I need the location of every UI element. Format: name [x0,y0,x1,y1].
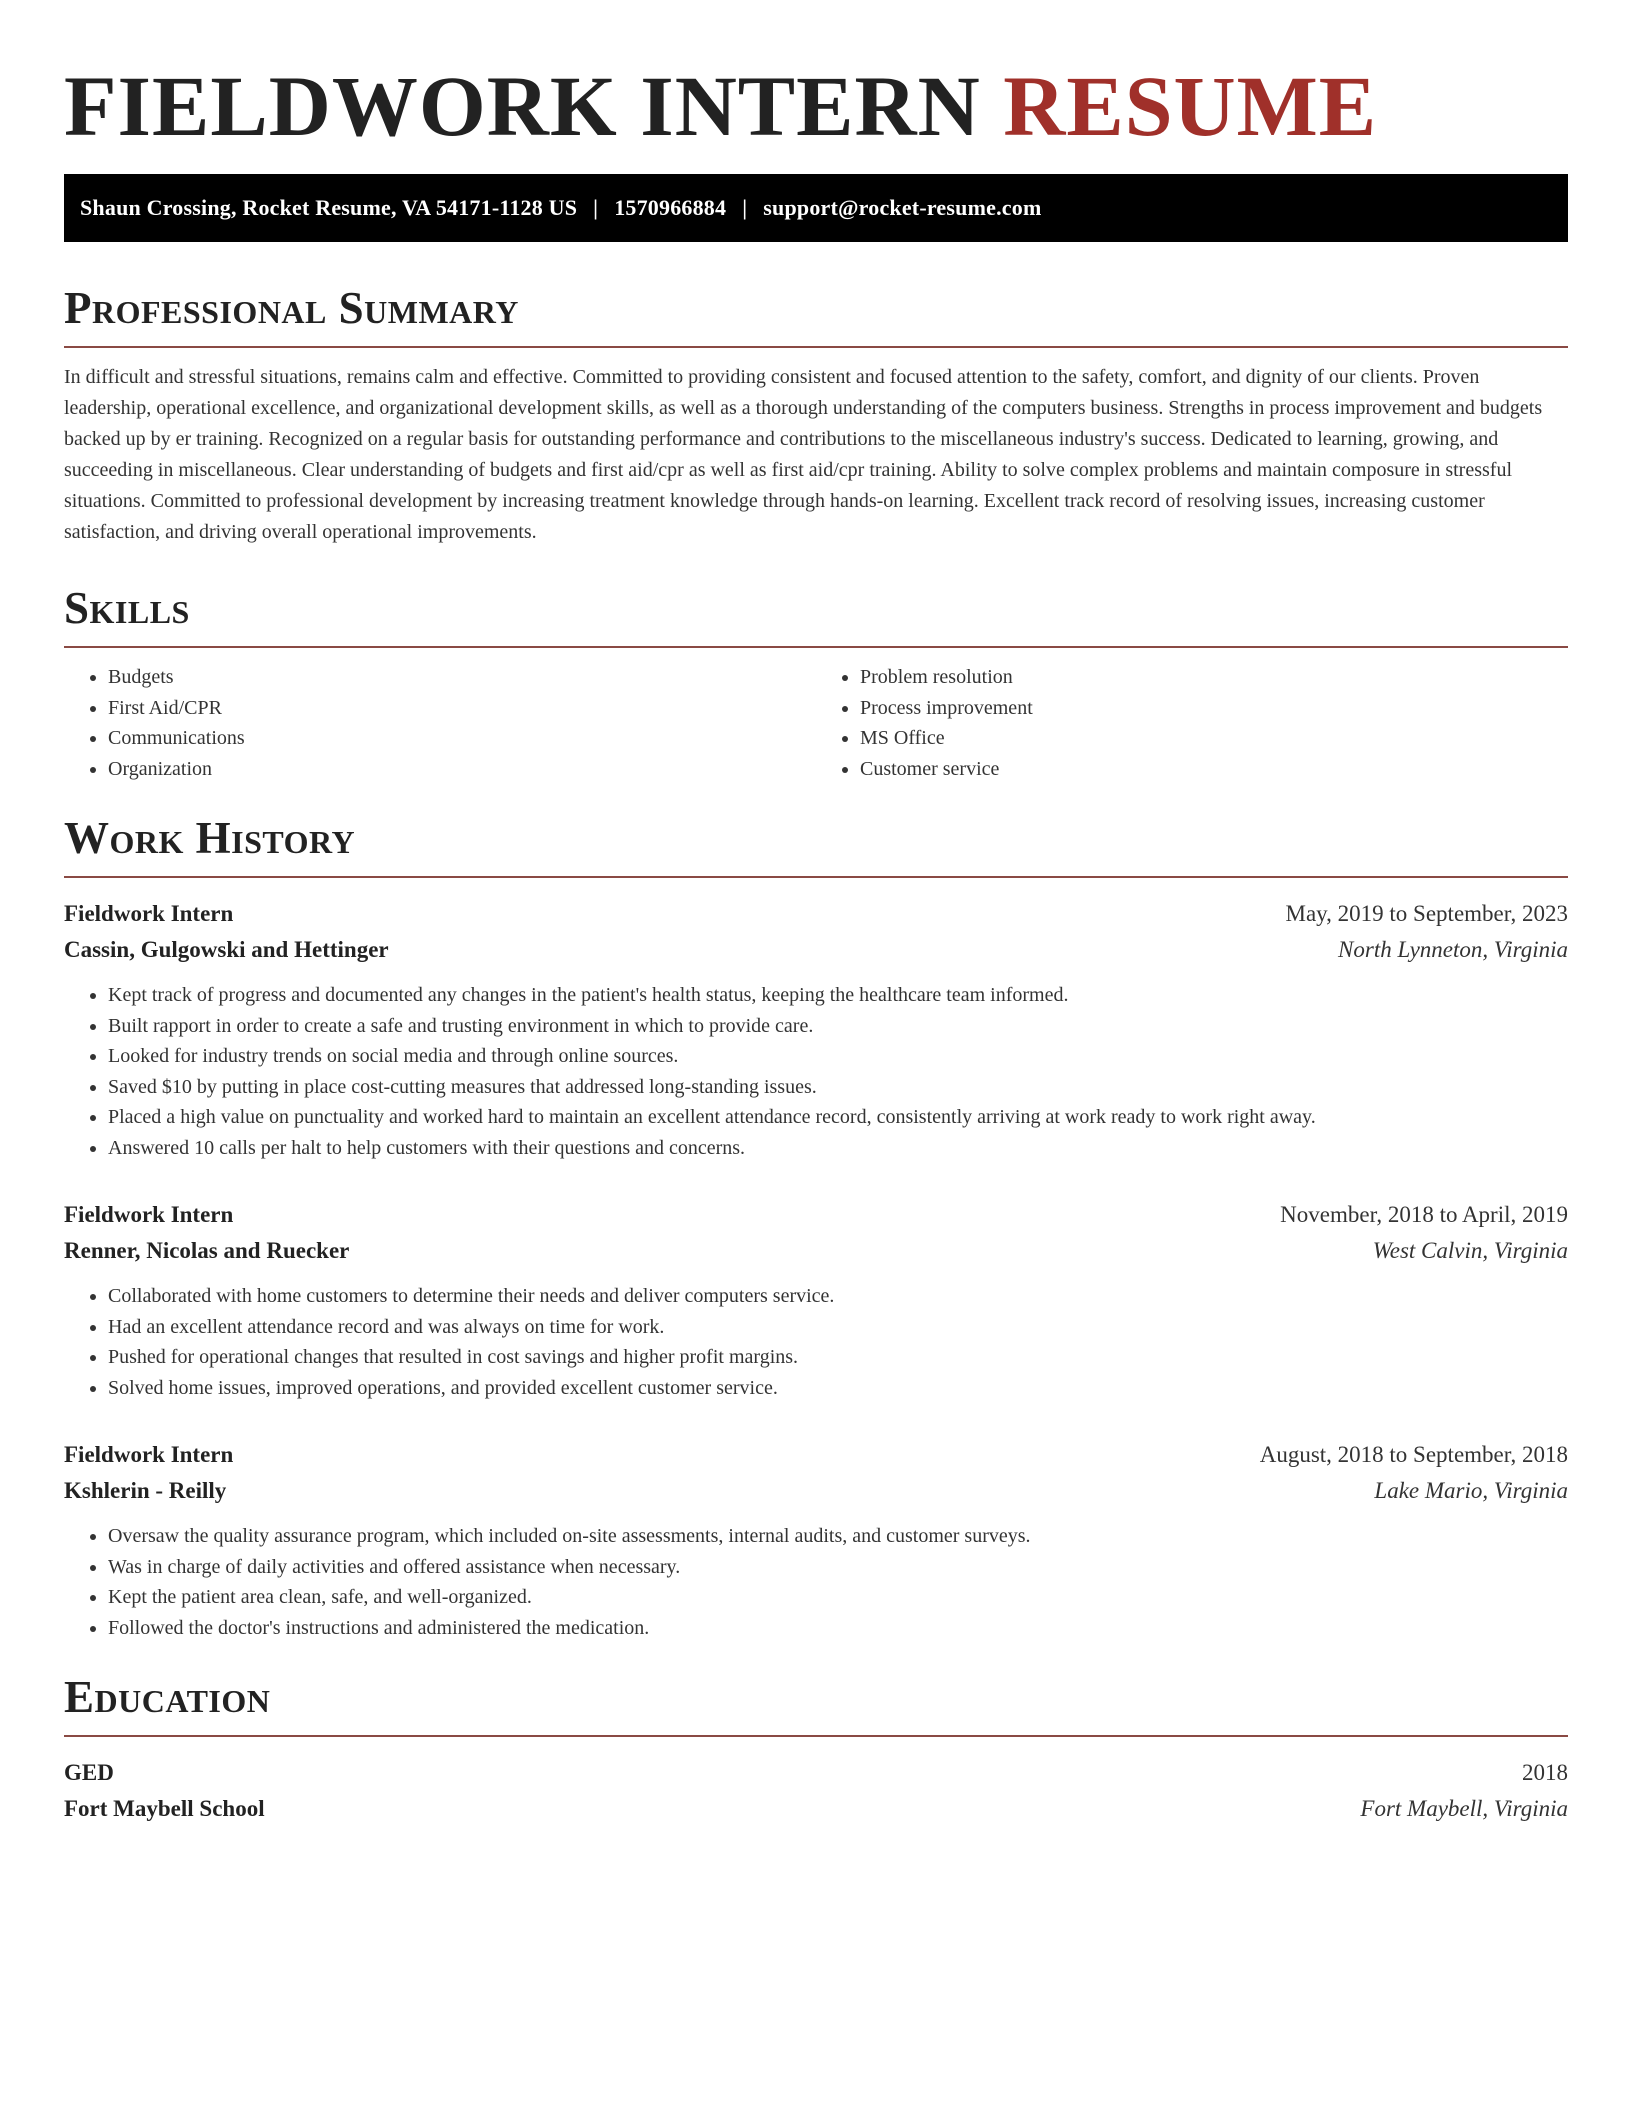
skills-list-right [816,662,1568,784]
job-bullet: • Followed the doctor's instructions and administered the medication. [108,1613,1568,1644]
job-bullet: • Placed a high value on punctuality and worked hard to maintain an excellent attendance record, consistently arriving at work ready to work right away. [108,1102,1568,1133]
contact-bar [64,174,1568,242]
job-bullet: • Was in charge of daily activities and offered assistance when necessary. [108,1552,1568,1583]
education-school-row [64,1791,1568,1827]
title-main: FIELDWORK INTERN [64,58,981,154]
job-header-row [64,896,1568,932]
contact-phone: 1570966884 [614,195,727,220]
skill-item: • MS Office [860,723,1568,754]
summary-section [64,282,1568,548]
job-entry [64,896,1568,1163]
job-bullet: • Collaborated with home customers to determine their needs and deliver computers service. [108,1281,1568,1312]
work-history-heading: Work History [64,813,356,863]
job-bullet: • Had an excellent attendance record and was always on time for work. [108,1312,1568,1343]
job-header-row [64,1437,1568,1473]
contact-address: Shaun Crossing, Rocket Resume, VA 54171-1128 US [80,195,578,220]
job-bullets [64,1281,1568,1403]
job-bullet: • Kept track of progress and documented any changes in the patient's health status, keeping the healthcare team informed. [108,980,1568,1011]
contact-separator: | [593,195,599,220]
job-bullet: • Oversaw the quality assurance program, which included on-site assessments, internal audits, and customer surveys. [108,1521,1568,1552]
title-accent: RESUME [1003,58,1378,154]
contact-separator: | [742,195,748,220]
job-header-row [64,1197,1568,1233]
skill-item: • Communications [108,723,816,754]
job-bullet: • Kept the patient area clean, safe, and well-organized. [108,1582,1568,1613]
skills-heading: Skills [64,583,190,633]
job-company-row [64,1233,1568,1269]
skill-item: • Process improvement [860,693,1568,724]
job-bullet: • Pushed for operational changes that resulted in cost savings and higher profit margins. [108,1342,1568,1373]
summary-text: In difficult and stressful situations, remains calm and effective. Committed to providing consistent and focused attention to the safety, comfort, and dignity of our clients. Proven leadership, operational excellence, and organizational development skills, as well as a thorough understanding of the computers business. Strengths in process improvement and budgets backed up by er training. Recognized on a regular basis for outstanding performance and contributions to the miscellaneous industry's success. Dedicated to learning, growing, and succeeding in miscellaneous. Clear understanding of budgets and first aid/cpr as well as first aid/cpr training. Ability to solve complex problems and maintain composure in stressful situations. Committed to professional development by increasing treatment knowledge through hands-on learning. Excellent track record of resolving issues, increasing customer satisfaction, and driving overall operational improvements. [64,366,1543,543]
education-location: Fort Maybell, Virginia [1360,1796,1568,1821]
job-bullet: • Looked for industry trends on social media and through online sources. [108,1041,1568,1072]
job-title: Fieldwork Intern [64,901,234,926]
job-dates: November, 2018 to April, 2019 [1280,1202,1568,1227]
job-entry [64,1437,1568,1643]
job-company: Cassin, Gulgowski and Hettinger [64,937,389,962]
job-bullet: • Saved $10 by putting in place cost-cutting measures that addressed long-standing issues. [108,1072,1568,1103]
job-location: North Lynneton, Virginia [1338,937,1568,962]
education-section [64,1671,1568,1827]
job-title: Fieldwork Intern [64,1202,234,1227]
job-title: Fieldwork Intern [64,1442,234,1467]
resume-title [64,56,1568,156]
job-company: Kshlerin - Reilly [64,1478,227,1503]
job-location: West Calvin, Virginia [1372,1238,1568,1263]
education-year: 2018 [1522,1760,1568,1785]
education-school: Fort Maybell School [64,1796,265,1821]
education-degree: GED [64,1760,114,1785]
job-bullets [64,980,1568,1163]
section-divider [64,876,1568,878]
education-entry [64,1755,1568,1827]
job-company-row [64,1473,1568,1509]
job-entry [64,1197,1568,1403]
skill-item: • Problem resolution [860,662,1568,693]
skill-item: • Customer service [860,754,1568,785]
work-history-section [64,812,1568,1643]
job-company: Renner, Nicolas and Ruecker [64,1238,350,1263]
section-divider [64,1735,1568,1737]
job-bullet: • Built rapport in order to create a safe and trusting environment in which to provide care. [108,1011,1568,1042]
skills-list-left [64,662,816,784]
education-heading: Education [64,1672,271,1722]
job-dates: May, 2019 to September, 2023 [1285,901,1568,926]
skills-section [64,582,1568,784]
job-bullets [64,1521,1568,1643]
skills-columns [64,662,1568,784]
job-location: Lake Mario, Virginia [1374,1478,1568,1503]
skill-item: • First Aid/CPR [108,693,816,724]
summary-heading: Professional Summary [64,283,519,333]
section-divider [64,346,1568,348]
section-divider [64,646,1568,648]
job-bullet: • Answered 10 calls per halt to help customers with their questions and concerns. [108,1133,1568,1164]
skill-item: • Budgets [108,662,816,693]
job-dates: August, 2018 to September, 2018 [1259,1442,1568,1467]
job-company-row [64,932,1568,968]
contact-email: support@rocket-resume.com [763,195,1042,220]
education-degree-row [64,1755,1568,1791]
job-bullet: • Solved home issues, improved operations, and provided excellent customer service. [108,1373,1568,1404]
skill-item: • Organization [108,754,816,785]
